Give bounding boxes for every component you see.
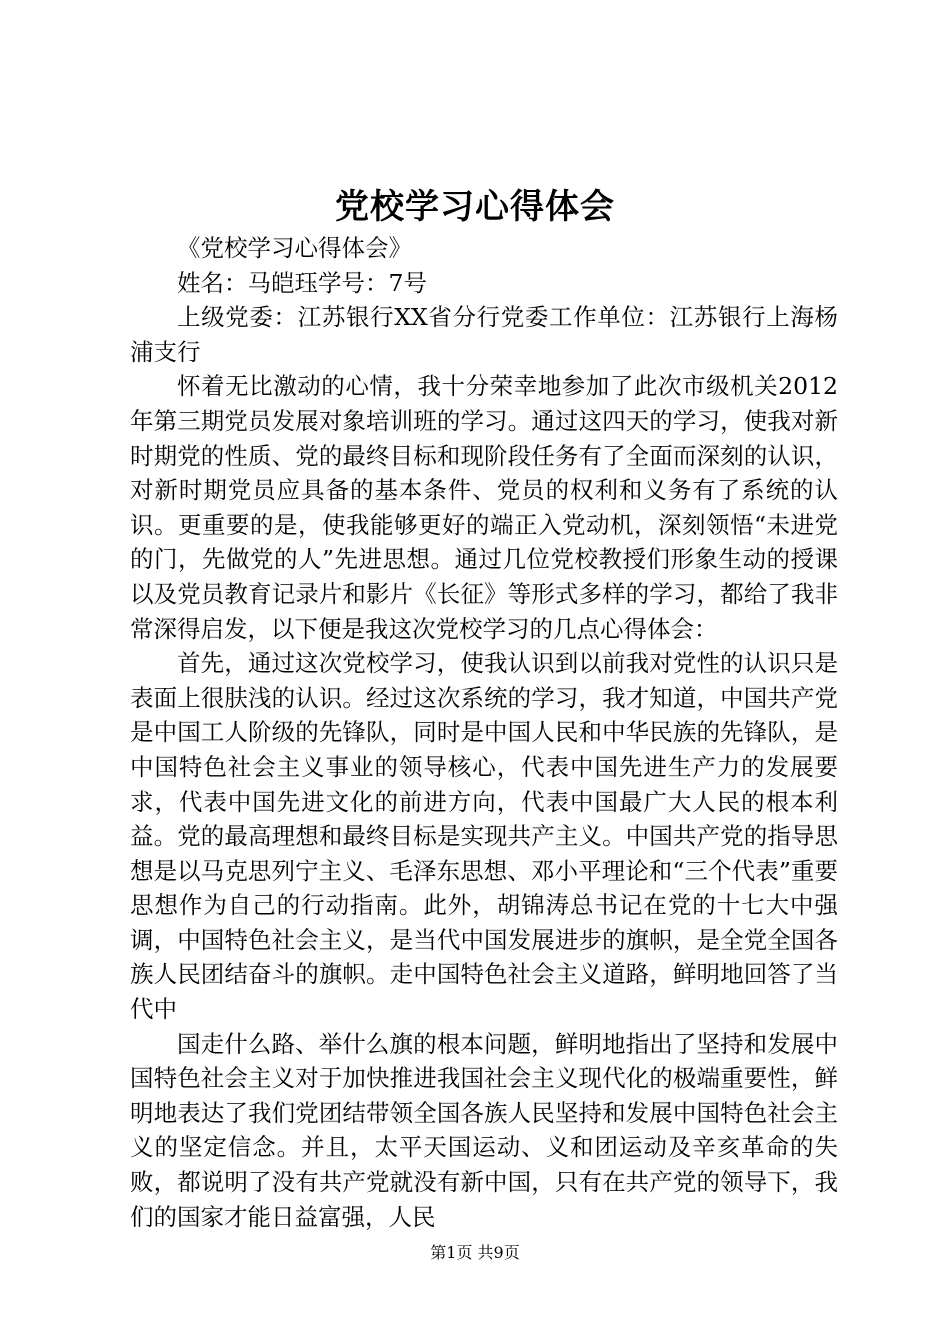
paragraph-name-id: 姓名：马皑珏学号：7号 (177, 268, 427, 297)
paragraph-intro: 怀着无比激动的心情，我十分荣幸地参加了此次市级机关2012年第三期党员发展对象培训班的学习。通过这四天的学习，使我对新时期党的性质、党的最终目标和现阶段任务有了全面而深刻的认识，对新时期党员应具备的基本条件、党员的权利和义务有了系统的认识。更重要的是，使我能够更好的端正入党动机，深刻领悟“未进党的门，先做党的人”先进思想。通过几位党校教授们形象生动的授课以及党员教育记录片和影片《长征》等形式多样的学习，都给了我非常深得启发，以下便是我这次党校学习的几点心得体会： (130, 372, 838, 643)
document-title: 党校学习心得体会 (335, 187, 615, 227)
paragraph-continuation: 国走什么路、举什么旗的根本问题，鲜明地指出了坚持和发展中国特色社会主义对于加快推进我国社会主义现代化的极端重要性，鲜明地表达了我们党团结带领全国各族人民坚持和发展中国特色社会主义的坚定信念。并且，太平天国运动、义和团运动及辛亥革命的失败，都说明了没有共产党就没有新中国，只有在共产党的领导下，我们的国家才能日益富强，人民 (130, 1029, 838, 1231)
paragraph-first-point: 首先，通过这次党校学习，使我认识到以前我对党性的认识只是表面上很肤浅的认识。经过这次系统的学习，我才知道，中国共产党是中国工人阶级的先锋队，同时是中国人民和中华民族的先锋队，是中国特色社会主义事业的领导核心，代表中国先进生产力的发展要求，代表中国先进文化的前进方向，代表中国最广大人民的根本利益。党的最高理想和最终目标是实现共产主义。中国共产党的指导思想是以马克思列宁主义、毛泽东思想、邓小平理论和“三个代表”重要思想作为自己的行动指南。此外，胡锦涛总书记在党的十七大中强调，中国特色社会主义，是当代中国发展进步的旗帜，是全党全国各族人民团结奋斗的旗帜。走中国特色社会主义道路，鲜明地回答了当代中 (130, 649, 838, 1024)
paragraph-book-title: 《党校学习心得体会》 (177, 234, 412, 262)
paragraph-party-unit: 上级党委：江苏银行XX省分行党委工作单位：江苏银行上海杨浦支行 (130, 303, 838, 366)
document-body (130, 231, 838, 1234)
page-number: 第1页 共9页 (430, 1243, 520, 1262)
